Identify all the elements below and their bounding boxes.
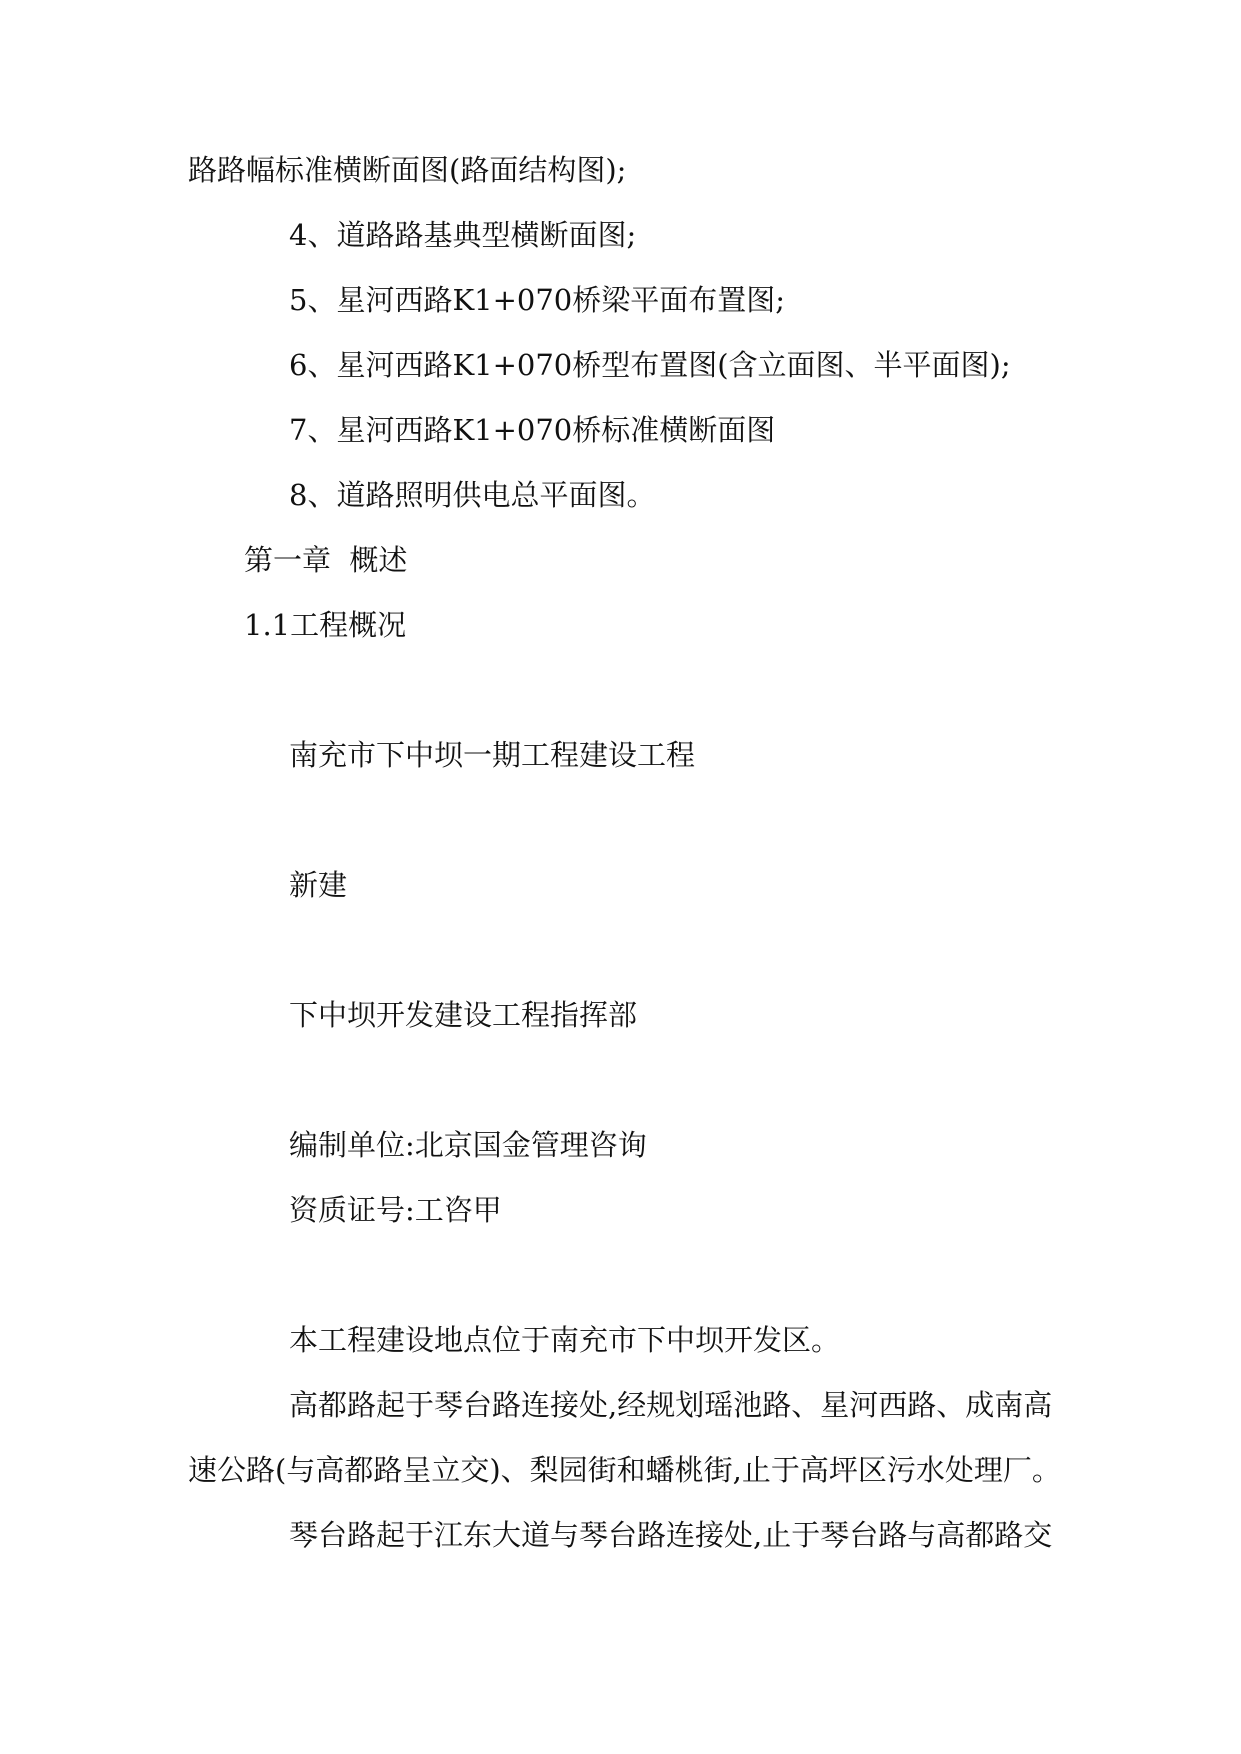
text-line-drawing-item-5: 5、星河西路K1+070桥梁平面布置图;	[289, 283, 785, 317]
chapter-heading: 第一章 概述	[244, 543, 408, 577]
project-owner: 下中坝开发建设工程指挥部	[289, 998, 638, 1032]
compiling-unit: 编制单位:北京国金管理咨询	[289, 1128, 647, 1162]
text-line-drawing-item-7: 7、星河西路K1+070桥标准横断面图	[289, 413, 776, 447]
text-line-drawing-item-4: 4、道路路基典型横断面图;	[289, 218, 637, 252]
qualification-number: 资质证号:工咨甲	[289, 1193, 502, 1227]
paragraph-gaodu-road-line1: 高都路起于琴台路连接处,经规划瑶池路、星河西路、成南高	[289, 1388, 1053, 1422]
text-line-drawing-item-8: 8、道路照明供电总平面图。	[289, 478, 656, 512]
project-type: 新建	[289, 868, 348, 902]
project-name: 南充市下中坝一期工程建设工程	[289, 738, 696, 772]
text-line-drawing-list-continued: 路路幅标准横断面图(路面结构图);	[188, 153, 627, 187]
paragraph-location: 本工程建设地点位于南充市下中坝开发区。	[289, 1323, 841, 1357]
paragraph-gaodu-road-line2: 速公路(与高都路呈立交)、梨园街和蟠桃街,止于高坪区污水处理厂。	[188, 1453, 1061, 1487]
paragraph-qintai-road-line1: 琴台路起于江东大道与琴台路连接处,止于琴台路与高都路交	[289, 1518, 1053, 1552]
section-heading: 1.1工程概况	[244, 608, 407, 642]
text-line-drawing-item-6: 6、星河西路K1+070桥型布置图(含立面图、半平面图);	[289, 348, 1011, 382]
